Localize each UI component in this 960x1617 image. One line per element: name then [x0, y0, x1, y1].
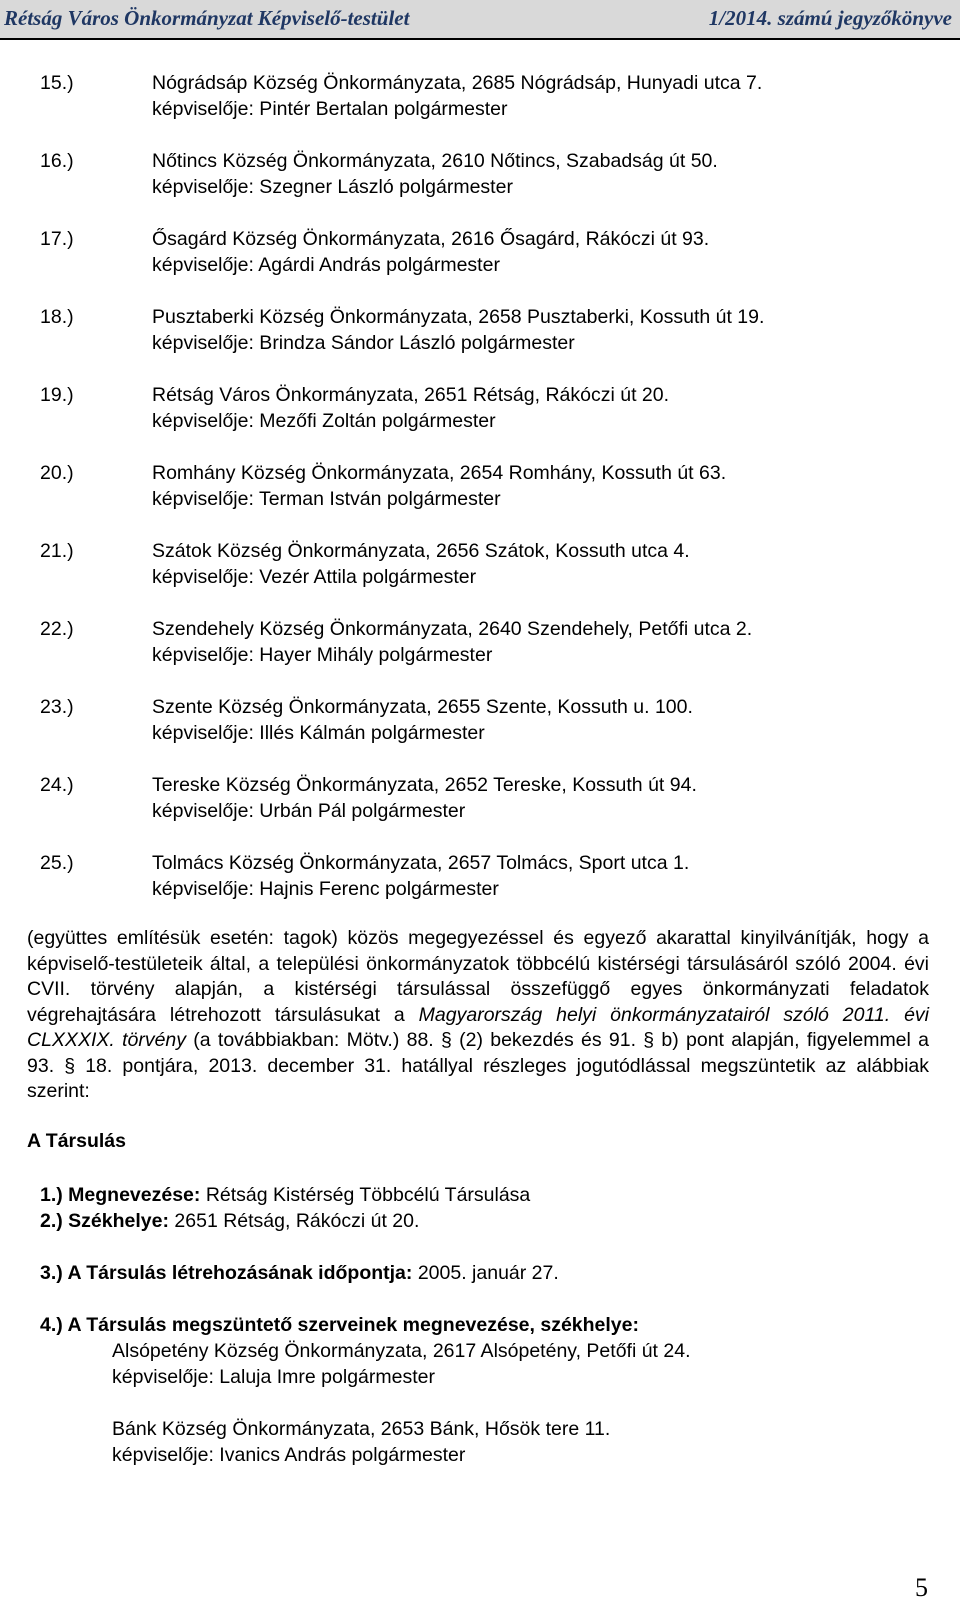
item-number: 19.) [40, 384, 74, 406]
detail-name [40, 1182, 920, 1208]
item-name: Pusztaberki Község Önkormányzata, 2658 Pusztaberki, Kossuth út 19. [152, 306, 765, 328]
item-number: 17.) [40, 228, 74, 250]
list-item [40, 616, 920, 694]
dissolving-org-representative: képviselője: Laluja Imre polgármester [112, 1366, 435, 1388]
list-item [40, 694, 920, 772]
item-number: 18.) [40, 306, 74, 328]
list-item [40, 226, 920, 304]
item-name: Nőtincs Község Önkormányzata, 2610 Nőtincs, Szabadság út 50. [152, 150, 718, 172]
item-name: Szátok Község Önkormányzata, 2656 Szátok, Kossuth utca 4. [152, 540, 690, 562]
paragraph-text-2: (a továbbiakban: Mötv.) 88. § (2) bekezdés és 91. § b) pont alapján, figyelemmel a 93. § 18. pontjára, 2013. december 31. hatállyal részleges jogutódlással megszüntetik az alábbiak szerint: [27, 1029, 929, 1102]
list-item [40, 382, 920, 460]
item-name: Rétság Város Önkormányzata, 2651 Rétság, Rákóczi út 20. [152, 384, 670, 406]
item-representative: képviselője: Agárdi András polgármester [152, 254, 500, 276]
paragraph-law-title: Magyarország helyi önkormányzatairól szóló 2011. évi CLXXXIX. törvény [27, 1003, 929, 1051]
page-header [0, 0, 960, 40]
item-number: 15.) [40, 72, 74, 94]
page-number: 5 [915, 1573, 928, 1602]
paragraph-text-1: (együttes említésük esetén: tagok) közös megegyezéssel és egyező akarattal kinyilvánítják, hogy a képviselő-testületeik által, a települési önkormányzatok többcélú kistérségi társulásáról szóló 2004. évi CVII. törvény alapján, a kistérségi társulással összefüggő egyes önkormányzati feladatok végrehajtására létrehozott társulásukat a [27, 927, 929, 1026]
detail-value: Rétság Kistérség Többcélú Társulása [205, 1184, 531, 1206]
item-name: Szente Község Önkormányzata, 2655 Szente, Kossuth u. 100. [152, 696, 693, 718]
detail-value: 2651 Rétság, Rákóczi út 20. [174, 1210, 420, 1232]
item-number: 25.) [40, 852, 74, 874]
item-representative: képviselője: Urbán Pál polgármester [152, 800, 466, 822]
item-representative: képviselője: Hayer Mihály polgármester [152, 644, 493, 666]
detail-label: 3.) A Társulás létrehozásának időpontja: [40, 1262, 413, 1284]
dissolving-org: Bánk Község Önkormányzata, 2653 Bánk, Hősök tere 11. [112, 1418, 611, 1440]
association-details [40, 1182, 920, 1468]
member-list [40, 70, 920, 928]
item-name: Nógrádsáp Község Önkormányzata, 2685 Nógrádsáp, Hunyadi utca 7. [152, 72, 763, 94]
item-number: 16.) [40, 150, 74, 172]
item-number: 21.) [40, 540, 74, 562]
dissolving-org: Alsópetény Község Önkormányzata, 2617 Alsópetény, Petőfi út 24. [112, 1340, 691, 1362]
item-representative: képviselője: Illés Kálmán polgármester [152, 722, 485, 744]
item-representative: képviselője: Szegner László polgármester [152, 176, 513, 198]
detail-label: 1.) Megnevezése: [40, 1184, 201, 1206]
detail-dissolving-bodies [40, 1312, 920, 1338]
item-representative: képviselője: Hajnis Ferenc polgármester [152, 878, 499, 900]
item-name: Ősagárd Község Önkormányzata, 2616 Ősagárd, Rákóczi út 93. [152, 228, 710, 250]
detail-value: 2005. január 27. [417, 1262, 559, 1284]
detail-founding-date [40, 1260, 920, 1286]
item-representative: képviselője: Mezőfi Zoltán polgármester [152, 410, 496, 432]
list-item [40, 538, 920, 616]
item-name: Romhány Község Önkormányzata, 2654 Romhány, Kossuth út 63. [152, 462, 727, 484]
list-item [40, 850, 920, 928]
list-item [40, 148, 920, 226]
item-number: 20.) [40, 462, 74, 484]
list-item [40, 70, 920, 148]
item-number: 22.) [40, 618, 74, 640]
item-representative: képviselője: Terman István polgármester [152, 488, 501, 510]
item-number: 24.) [40, 774, 74, 796]
item-representative: képviselője: Pintér Bertalan polgármester [152, 98, 508, 120]
list-item [40, 460, 920, 538]
item-number: 23.) [40, 696, 74, 718]
header-title: Rétság Város Önkormányzat Képviselő-testület [4, 6, 410, 30]
item-name: Tereske Község Önkormányzata, 2652 Tereske, Kossuth út 94. [152, 774, 697, 796]
item-name: Szendehely Község Önkormányzata, 2640 Szendehely, Petőfi utca 2. [152, 618, 753, 640]
item-name: Tolmács Község Önkormányzata, 2657 Tolmács, Sport utca 1. [152, 852, 690, 874]
list-item [40, 772, 920, 850]
detail-seat [40, 1208, 920, 1234]
section-heading: A Társulás [27, 1130, 126, 1152]
item-representative: képviselője: Vezér Attila polgármester [152, 566, 477, 588]
item-representative: képviselője: Brindza Sándor László polgármester [152, 332, 575, 354]
header-minutes-number: 1/2014. számú jegyzőkönyve [708, 6, 952, 30]
detail-label: 4.) A Társulás megszüntető szerveinek megnevezése, székhelye: [40, 1314, 639, 1336]
agreement-paragraph [27, 926, 929, 1105]
dissolving-org-representative: képviselője: Ivanics András polgármester [112, 1444, 466, 1466]
detail-label: 2.) Székhelye: [40, 1210, 169, 1232]
list-item [40, 304, 920, 382]
